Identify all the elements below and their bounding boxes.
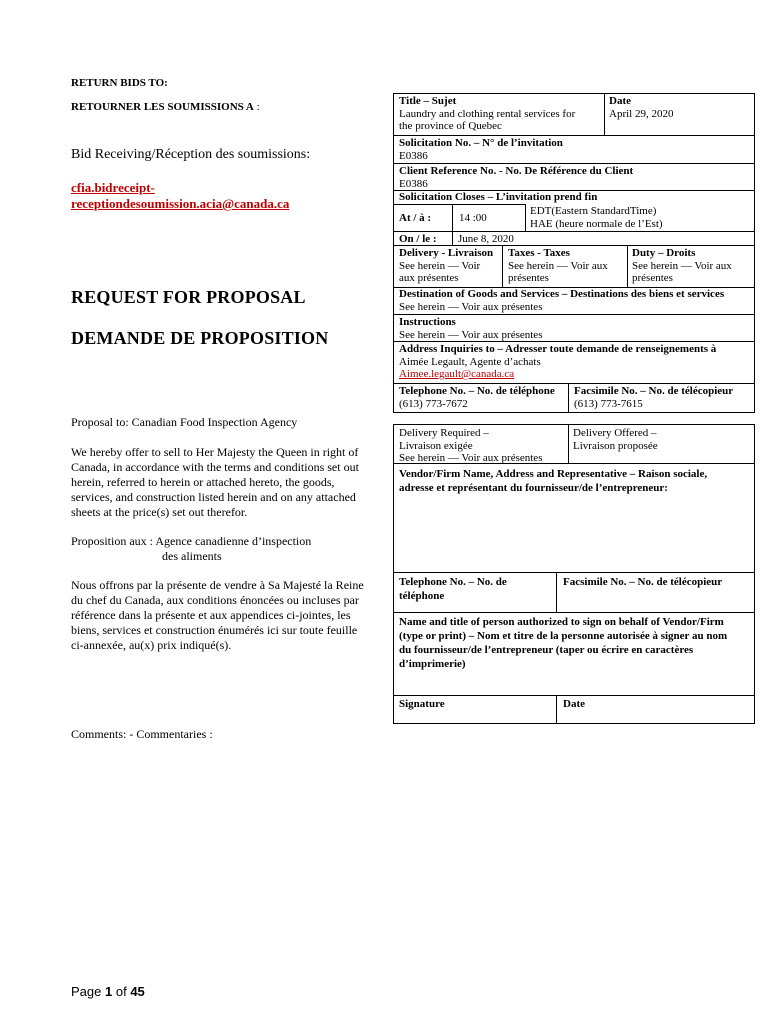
destination-label: Destination of Goods and Services – Destinations des biens et services	[399, 288, 725, 300]
client-reference-cell	[399, 165, 633, 190]
page-number	[71, 984, 145, 999]
vendor-firm-label[interactable]	[399, 467, 707, 495]
rule	[393, 612, 755, 613]
rule	[556, 695, 557, 724]
timezone-cell	[530, 205, 663, 230]
title-value: the province of Quebec	[399, 120, 502, 132]
rule	[393, 341, 755, 342]
rule	[393, 245, 755, 246]
timezone-en: EDT(Eastern StandardTime)	[530, 205, 657, 217]
offer-en-line: Canada, in accordance with the terms and conditions set out	[71, 460, 359, 474]
vendor-firm-label-line: Vendor/Firm Name, Address and Representative – Raison sociale,	[399, 468, 708, 480]
rule	[568, 424, 569, 463]
proposition-aux: Proposition aux : Agence canadienne d’inspection	[71, 534, 312, 548]
rule	[393, 695, 755, 696]
rule	[393, 163, 755, 164]
instructions-label: Instructions	[399, 316, 456, 328]
delivery-offered-label-fr: Livraison proposée	[573, 439, 658, 452]
delivery-cell	[399, 247, 493, 285]
vendor-firm-label-line: adresse et représentant du fournisseur/de l’entrepreneur:	[399, 482, 668, 494]
solicitation-closes-label: Solicitation Closes – L’invitation prend fin	[399, 191, 598, 203]
duty-label: Duty – Droits	[632, 247, 696, 259]
authorized-name-label-line: (type or print) – Nom et titre de la personne autorisée à signer au nom	[399, 630, 728, 642]
rule	[525, 204, 526, 231]
authorized-name-title-field[interactable]	[399, 615, 727, 671]
title-label: Title – Sujet	[399, 95, 457, 107]
retourner-label: RETOURNER LES SOUMISSIONS A	[71, 101, 254, 113]
return-bids-to: RETURN BIDS TO:	[71, 77, 168, 89]
bid-email-line-1[interactable]: cfia.bidreceipt-	[71, 180, 155, 195]
offer-english	[71, 445, 359, 520]
retourner-colon: :	[253, 101, 260, 113]
signature-field[interactable]: Signature	[399, 698, 445, 710]
offer-en-line: services, and construction listed herein and on any attached	[71, 490, 356, 504]
retourner-les-soumissions	[71, 101, 260, 114]
rule	[556, 572, 557, 612]
offer-fr-line: Nous offrons par la présente de vendre à Sa Majesté la Reine	[71, 578, 364, 592]
rule	[502, 245, 503, 287]
vendor-facsimile-field[interactable]	[563, 575, 722, 589]
telephone-label: Telephone No. – No. de téléphone	[399, 385, 555, 397]
page-word: Page	[71, 984, 102, 999]
offer-french	[71, 578, 364, 653]
taxes-value: présentes	[508, 272, 549, 284]
taxes-label: Taxes - Taxes	[508, 247, 570, 259]
address-inquiries-cell	[399, 343, 716, 381]
client-reference-value: E0386	[399, 177, 428, 190]
date-cell	[609, 95, 673, 120]
contact-email-link[interactable]: Aimee.legault@canada.ca	[399, 368, 515, 380]
address-inquiries-label: Address Inquiries to – Adresser toute demande de renseignements à	[399, 343, 717, 355]
rule	[393, 314, 755, 315]
authorized-name-label-line: Name and title of person authorized to sign on behalf of Vendor/Firm	[399, 616, 724, 628]
offer-fr-line: référence dans la présente et aux appendices ci-jointes, les	[71, 608, 351, 622]
delivery-required-cell	[399, 427, 542, 465]
rule	[452, 204, 453, 245]
delivery-value: See herein — Voir	[399, 259, 481, 272]
request-for-proposal-heading: REQUEST FOR PROPOSAL	[71, 287, 306, 307]
offer-fr-line: du chef du Canada, aux conditions énoncées ou incluses par	[71, 593, 359, 607]
offer-en-line: sheets at the price(s) set out therefor.	[71, 505, 248, 519]
rule	[393, 572, 755, 573]
title-value: Laundry and clothing rental services for	[399, 107, 576, 120]
demande-de-proposition-heading: DEMANDE DE PROPOSITION	[71, 328, 329, 348]
client-reference-label: Client Reference No. - No. De Référence du Client	[399, 165, 634, 177]
title-cell	[399, 95, 604, 133]
delivery-label: Delivery - Livraison	[399, 247, 494, 259]
timezone-fr: HAE (heure normale de l’Est)	[530, 217, 663, 230]
delivery-required-value: See herein — Voir aux présentes	[399, 452, 543, 464]
vendor-telephone-label: Telephone No. – No. de	[399, 576, 507, 588]
date-value: April 29, 2020	[609, 107, 674, 120]
offer-fr-line: biens, services et construction énumérés ici sur toute feuille	[71, 623, 358, 637]
proposition-aux-line-2: des aliments	[162, 549, 222, 563]
rule	[604, 93, 605, 135]
solicitation-value: E0386	[399, 149, 428, 162]
solicitation-cell	[399, 137, 563, 162]
page-current: 1	[105, 984, 113, 999]
rule	[568, 383, 569, 413]
telephone-cell	[399, 385, 555, 410]
vendor-telephone-field[interactable]	[399, 575, 507, 603]
vendor-telephone-label-fr: téléphone	[399, 590, 445, 602]
delivery-required-label-fr: Livraison exigée	[399, 439, 473, 452]
offer-en-line: herein, referred to herein or attached hereto, the goods,	[71, 475, 335, 489]
comments-label: Comments: - Commentaries :	[71, 727, 213, 741]
on-label: On / le :	[399, 233, 437, 245]
rule	[393, 383, 755, 384]
instructions-cell	[399, 316, 542, 341]
delivery-value: aux présentes	[399, 272, 459, 284]
bid-email-line-2[interactable]: receptiondesoumission.acia@canada.ca	[71, 196, 290, 211]
authorized-name-label-line: d’imprimerie)	[399, 658, 466, 670]
delivery-offered-cell	[573, 427, 658, 452]
bid-receiving: Bid Receiving/Réception des soumissions:	[71, 147, 311, 162]
offer-fr-line: ci-annexée, au(x) prix indiqué(s).	[71, 638, 232, 652]
rule	[393, 135, 755, 136]
taxes-value: See herein — Voir aux	[508, 259, 608, 272]
facsimile-value: (613) 773-7615	[574, 397, 643, 410]
taxes-cell	[508, 247, 608, 285]
rule	[393, 204, 526, 205]
proposal-to: Proposal to: Canadian Food Inspection Agency	[71, 415, 298, 429]
delivery-offered-label: Delivery Offered –	[573, 427, 657, 439]
authorized-name-label-line: du fournisseur/de l’entrepreneur (taper ou écrire en caractères	[399, 644, 694, 656]
duty-value: See herein — Voir aux	[632, 259, 732, 272]
delivery-required-label: Delivery Required –	[399, 427, 489, 439]
instructions-value: See herein — Voir aux présentes	[399, 328, 543, 341]
vendor-facsimile-label: Facsimile No. – No. de télécopieur	[563, 576, 723, 588]
address-contact-name: Aimée Legault, Agente d’achats	[399, 355, 541, 368]
bid-email-link[interactable]	[71, 180, 289, 212]
solicitation-label: Solicitation No. – N° de l’invitation	[399, 137, 563, 149]
telephone-value: (613) 773-7672	[399, 397, 468, 410]
rule	[627, 245, 628, 287]
facsimile-cell	[574, 385, 733, 410]
page-of-word: of	[115, 984, 127, 999]
rule	[393, 231, 755, 232]
duty-cell	[632, 247, 732, 285]
signature-date-field[interactable]: Date	[563, 698, 585, 710]
duty-value: présentes	[632, 272, 673, 284]
facsimile-label: Facsimile No. – No. de télécopieur	[574, 385, 734, 397]
at-time: 14 :00	[459, 212, 487, 224]
page-total: 45	[130, 984, 145, 999]
on-value: June 8, 2020	[458, 233, 514, 245]
destination-value: See herein — Voir aux présentes	[399, 300, 543, 313]
at-label: At / à :	[399, 212, 432, 224]
date-label: Date	[609, 95, 631, 107]
offer-en-line: We hereby offer to sell to Her Majesty the Queen in right of	[71, 445, 359, 459]
destination-cell	[399, 288, 724, 313]
